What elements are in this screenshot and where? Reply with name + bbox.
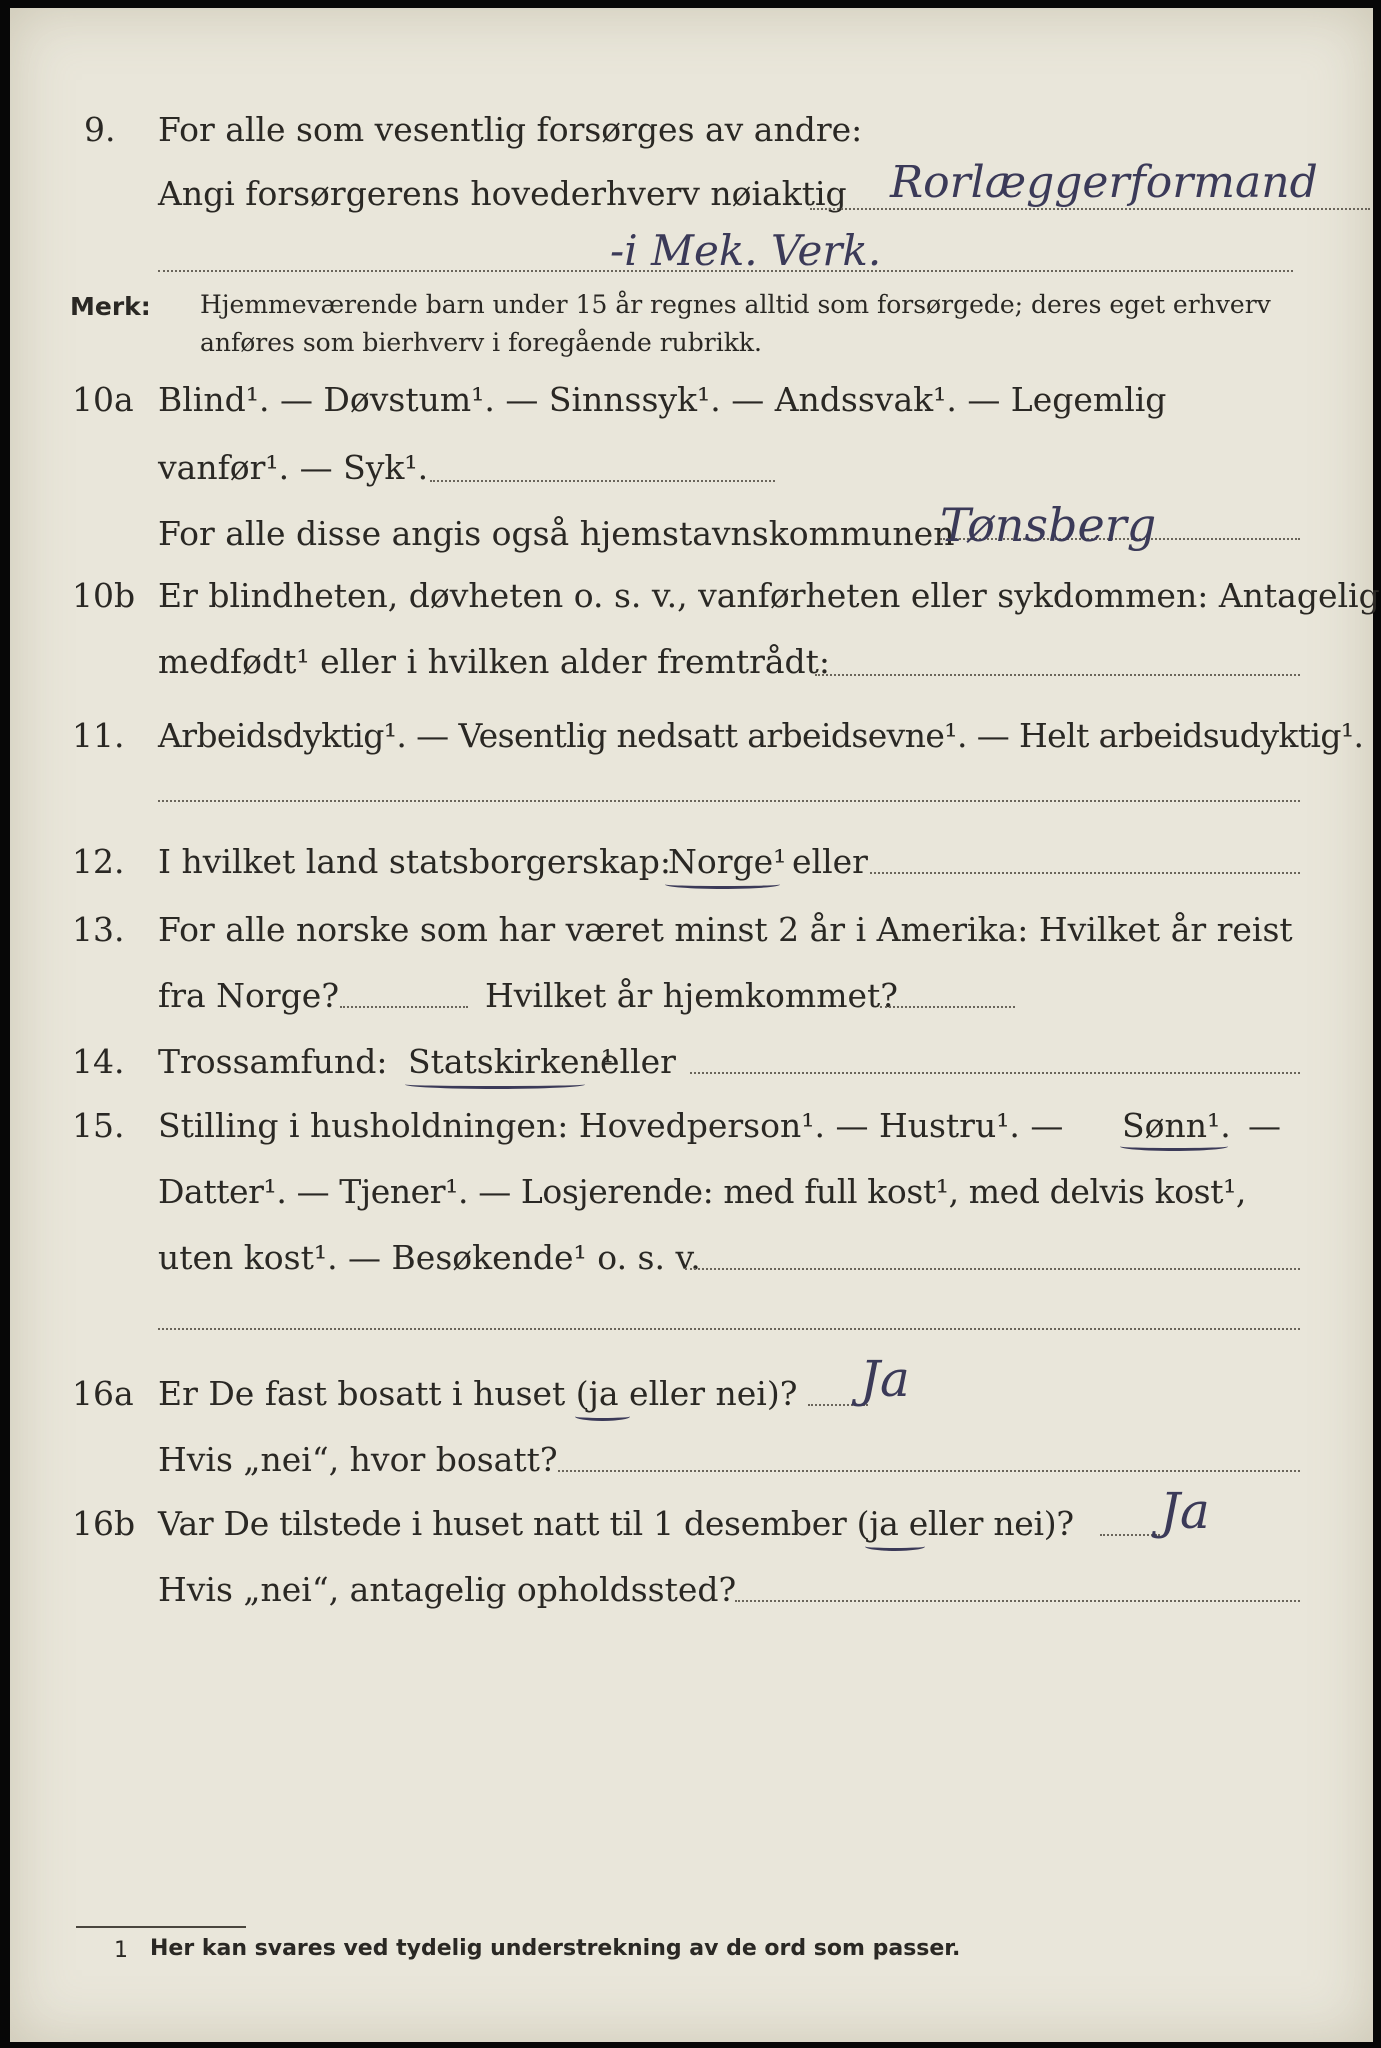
handwritten-underline xyxy=(405,1080,585,1089)
question-11-number: 11. xyxy=(72,716,125,755)
handwritten-occupation: Rorlæggerformand xyxy=(890,157,1318,208)
question-13-number: 13. xyxy=(72,910,125,949)
handwritten-underline xyxy=(575,1412,630,1421)
answer-dotted-line xyxy=(558,1470,1300,1472)
question-16b-number: 16b xyxy=(72,1504,136,1543)
question-16a-number: 16a xyxy=(72,1374,134,1413)
handwritten-underline xyxy=(665,880,780,889)
question-12-line1: I hvilket land statsborgerskap: xyxy=(158,842,672,881)
answer-dotted-line xyxy=(158,1328,1300,1330)
answer-dotted-line xyxy=(158,800,1300,802)
answer-dotted-line xyxy=(685,1268,1300,1270)
question-15-line3: uten kost¹. — Besøkende¹ o. s. v. xyxy=(158,1238,701,1277)
question-10a-line1: Blind¹. — Døvstum¹. — Sinnssyk¹. — Andssvak¹. — Legemlig xyxy=(158,380,1167,419)
footnote-rule xyxy=(76,1926,246,1928)
question-12-number: 12. xyxy=(72,842,125,881)
question-15-dash: — xyxy=(1248,1106,1281,1145)
census-form-page xyxy=(10,8,1380,2042)
handwritten-home-municipality: Tønsberg xyxy=(940,498,1157,552)
question-9-number: 9. xyxy=(84,110,116,149)
question-13-line2a: fra Norge? xyxy=(158,976,340,1015)
note-line2: anføres som bierhverv i foregående rubrikk. xyxy=(200,328,762,357)
question-10b-number: 10b xyxy=(72,576,136,615)
question-14-option-statskirken: Statskirken¹ xyxy=(408,1042,615,1081)
answer-dotted-line xyxy=(870,872,1300,874)
question-13-line2b: Hvilket år hjemkommet? xyxy=(485,976,898,1015)
question-10a-line2: vanfør¹. — Syk¹. xyxy=(158,448,429,487)
answer-dotted-line xyxy=(808,1404,868,1406)
question-14-label: Trossamfund: xyxy=(158,1042,388,1081)
answer-dotted-line xyxy=(735,1600,1300,1602)
answer-dotted-line xyxy=(340,1006,468,1008)
question-16a-line2: Hvis „nei“, hvor bosatt? xyxy=(158,1440,558,1479)
question-10a-line3: For alle disse angis også hjemstavnskommunen xyxy=(158,514,955,553)
question-16b-line1: Var De tilstede i huset natt til 1 desember (ja eller nei)? xyxy=(158,1504,1074,1543)
footnote-text: Her kan svares ved tydelig understrekning av de ord som passer. xyxy=(150,1936,961,1961)
question-16a-line1: Er De fast bosatt i huset (ja eller nei)? xyxy=(158,1374,798,1413)
note-label: Merk: xyxy=(70,292,151,321)
question-16b-line2: Hvis „nei“, antagelig opholdssted? xyxy=(158,1570,737,1609)
question-10a-number: 10a xyxy=(72,380,134,419)
question-12-option-norge: Norge¹ xyxy=(668,842,787,881)
question-14-number: 14. xyxy=(72,1042,125,1081)
answer-dotted-line xyxy=(690,1072,1300,1074)
question-13-line1: For alle norske som har været minst 2 år i Amerika: Hvilket år reist xyxy=(158,910,1293,949)
footnote-mark: 1 xyxy=(114,1938,128,1963)
note-line1: Hjemmeværende barn under 15 år regnes alltid som forsørgede; deres eget erhverv xyxy=(200,290,1271,319)
question-15-line1: Stilling i husholdningen: Hovedperson¹. — Hustru¹. — xyxy=(158,1106,1064,1145)
question-9-line1: For alle som vesentlig forsørges av andre: xyxy=(158,110,863,149)
question-10b-line2: medfødt¹ eller i hvilken alder fremtrådt: xyxy=(158,642,831,681)
question-15-number: 15. xyxy=(72,1106,125,1145)
handwritten-employer: -i Mek. Verk. xyxy=(610,226,882,275)
answer-dotted-line xyxy=(815,674,1300,676)
handwritten-underline xyxy=(1120,1142,1228,1151)
question-10b-line1: Er blindheten, døvheten o. s. v., vanførheten eller sykdommen: Antagelig xyxy=(158,576,1380,615)
question-11-line1: Arbeidsdyktig¹. — Vesentlig nedsatt arbeidsevne¹. — Helt arbeidsudyktig¹. xyxy=(158,716,1364,755)
answer-dotted-line xyxy=(1100,1534,1160,1536)
question-15-line2: Datter¹. — Tjener¹. — Losjerende: med full kost¹, med delvis kost¹, xyxy=(158,1172,1246,1211)
handwritten-answer-ja: Ja xyxy=(1160,1482,1210,1540)
question-9-line2: Angi forsørgerens hovederhverv nøiaktig xyxy=(158,174,847,213)
question-14-option-other: eller xyxy=(600,1042,676,1081)
handwritten-underline xyxy=(865,1542,925,1551)
question-12-option-other: eller xyxy=(792,842,868,881)
question-15-option-sonn: Sønn¹. xyxy=(1122,1106,1231,1145)
handwritten-answer-ja: Ja xyxy=(860,1350,910,1408)
answer-dotted-line xyxy=(810,208,1370,210)
answer-dotted-line xyxy=(880,1006,1015,1008)
answer-dotted-line xyxy=(430,480,775,482)
